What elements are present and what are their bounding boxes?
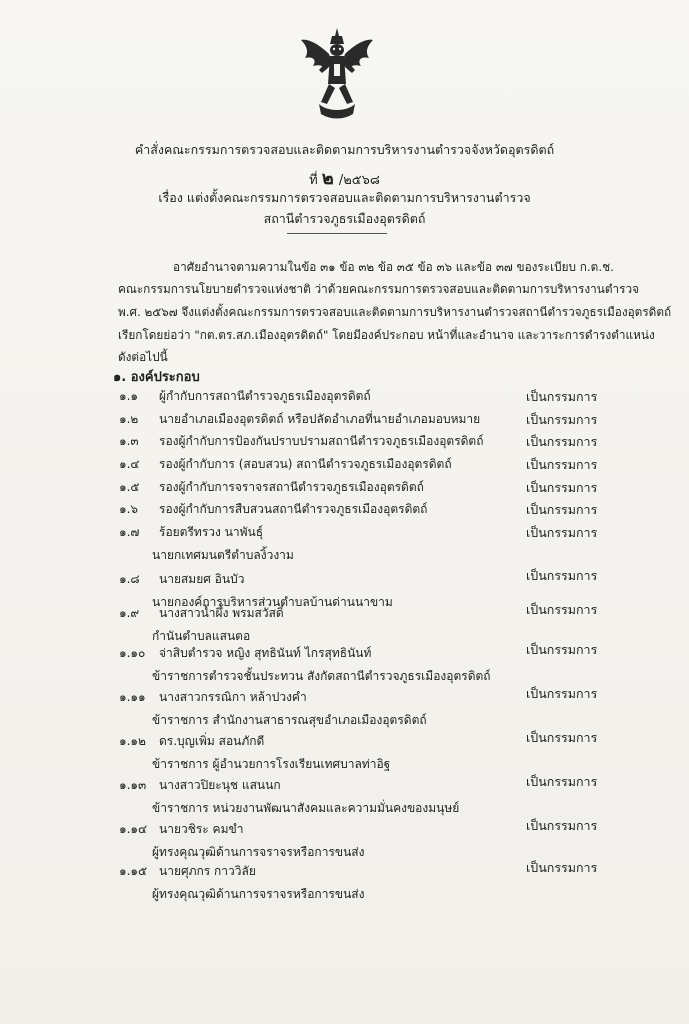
member-row	[119, 500, 427, 519]
member-number: ๑.๑๐	[119, 646, 146, 660]
member-row	[119, 776, 281, 795]
member-role: เป็นกรรมการ	[526, 818, 598, 833]
member-role: เป็นกรรมการ	[526, 568, 598, 583]
member-row	[119, 820, 243, 839]
member-number: ๑.๖	[119, 502, 139, 516]
order-title: คำสั่งคณะกรรมการตรวจสอบและติดตามการบริหารงานตำรวจจังหวัดอุตรดิตถ์	[134, 142, 555, 157]
member-name: นายสมยศ อินบัว	[159, 572, 245, 586]
member-position: นายกองค์การบริหารส่วนตำบลบ้านด่านนาขาม	[152, 595, 393, 609]
member-number: ๑.๑	[119, 389, 139, 403]
member-row	[119, 432, 484, 451]
member-number: ๑.๘	[119, 572, 140, 586]
member-name: รองผู้กำกับการสืบสวนสถานีตำรวจภูธรเมืองอุตรดิตถ์	[159, 502, 428, 516]
member-role: เป็นกรรมการ	[526, 525, 598, 540]
order-number-prefix: ที่	[309, 173, 318, 188]
member-position: นายกเทศมนตรีตำบลงิ้วงาม	[152, 548, 294, 562]
member-row	[119, 732, 264, 751]
member-number: ๑.๑๑	[119, 690, 146, 704]
member-position: ข้าราชการ หน่วยงานพัฒนาสังคมและความมั่นคงของมนุษย์	[152, 801, 460, 815]
member-row	[119, 523, 263, 542]
member-row	[119, 455, 452, 474]
member-name: รองผู้กำกับการจราจรสถานีตำรวจภูธรเมืองอุตรดิตถ์	[159, 480, 424, 494]
member-row	[119, 478, 424, 497]
member-name: จ่าสิบตำรวจ หญิง สุทธินันท์ ไกรสุทธินันท์	[159, 646, 372, 660]
member-position: ข้าราชการ ผู้อำนวยการโรงเรียนเทศบาลท่าอิฐ	[152, 757, 391, 771]
member-role: เป็นกรรมการ	[526, 860, 598, 875]
member-number: ๑.๙	[119, 606, 140, 620]
member-position: ข้าราชการ สำนักงานสาธารณสุขอำเภอเมืองอุตรดิตถ์	[152, 713, 427, 727]
section-title: ๑. องค์ประกอบ	[113, 370, 200, 385]
member-number: ๑.๑๔	[119, 822, 148, 836]
order-number-year: /๒๕๖๘	[338, 173, 380, 188]
member-name: นางสาวปิยะนุช แสนนก	[159, 778, 281, 792]
member-role: เป็นกรรมการ	[526, 434, 598, 449]
member-number: ๑.๑๕	[119, 864, 148, 878]
member-role: เป็นกรรมการ	[526, 602, 598, 617]
member-role: เป็นกรรมการ	[526, 502, 598, 517]
member-row	[119, 604, 284, 623]
member-number: ๑.๗	[119, 525, 140, 539]
member-name: ร้อยตรีทรวง นาพันธุ์	[159, 525, 264, 539]
member-position: ผู้ทรงคุณวุฒิด้านการจราจรหรือการขนส่ง	[152, 845, 365, 859]
header-divider	[287, 233, 387, 234]
intro-line-4: เรียกโดยย่อว่า "กต.ตร.สภ.เมืองอุตรดิตถ์" โดยมีองค์ประกอบ หน้าที่และอำนาจ และวาระการดำรงตำแหน่ง	[118, 328, 655, 342]
member-row	[119, 862, 256, 881]
member-name: นายศุภกร กาววิลัย	[159, 864, 256, 878]
member-number: ๑.๓	[119, 434, 139, 448]
member-row	[119, 387, 371, 406]
member-position: กำนันตำบลแสนตอ	[152, 629, 251, 643]
member-role: เป็นกรรมการ	[526, 480, 598, 495]
member-role: เป็นกรรมการ	[526, 412, 598, 427]
intro-line-5: ดังต่อไปนี้	[118, 350, 168, 364]
order-subject-line2: สถานีตำรวจภูธรเมืองอุตรดิตถ์	[263, 211, 426, 226]
member-number: ๑.๕	[119, 480, 140, 494]
intro-line-3: พ.ศ. ๒๕๖๗ จึงแต่งตั้งคณะกรรมการตรวจสอบและติดตามการบริหารงานตำรวจสถานีตำรวจภูธรเมืองอุตรดิตถ์	[118, 305, 672, 319]
member-name: รองผู้กำกับการ (สอบสวน) สถานีตำรวจภูธรเมืองอุตรดิตถ์	[159, 457, 452, 471]
member-name: นางสาวน้ำผึ้ง พรมสวัสดิ์	[159, 606, 284, 620]
member-name: ดร.บุญเพิ่ม สอนภักดี	[159, 734, 265, 748]
order-subject: เรื่อง แต่งตั้งคณะกรรมการตรวจสอบและติดตามการบริหารงานตำรวจ	[158, 190, 531, 205]
member-row	[119, 570, 244, 589]
member-role: เป็นกรรมการ	[526, 730, 598, 745]
member-role: เป็นกรรมการ	[526, 774, 598, 789]
member-name: รองผู้กำกับการป้องกันปราบปรามสถานีตำรวจภูธรเมืองอุตรดิตถ์	[159, 434, 484, 448]
garuda-emblem-icon	[299, 26, 375, 122]
member-number: ๑.๔	[119, 457, 140, 471]
member-row	[119, 688, 307, 707]
member-position: ข้าราชการตำรวจชั้นประทวน สังกัดสถานีตำรวจภูธรเมืองอุตรดิตถ์	[152, 669, 491, 683]
intro-line-1: อาศัยอำนาจตามความในข้อ ๓๑ ข้อ ๓๒ ข้อ ๓๕ ข้อ ๓๖ และข้อ ๓๗ ของระเบียบ ก.ต.ช.	[173, 260, 614, 274]
intro-line-2: คณะกรรมการนโยบายตำรวจแห่งชาติ ว่าด้วยคณะกรรมการตรวจสอบและติดตามการบริหารงานตำรวจ	[118, 282, 639, 296]
member-name: ผู้กำกับการสถานีตำรวจภูธรเมืองอุตรดิตถ์	[159, 389, 371, 403]
member-number: ๑.๑๓	[119, 778, 147, 792]
member-row	[119, 644, 371, 663]
member-number: ๑.๒	[119, 412, 139, 426]
member-role: เป็นกรรมการ	[526, 389, 598, 404]
member-role: เป็นกรรมการ	[526, 686, 598, 701]
member-role: เป็นกรรมการ	[526, 457, 598, 472]
member-name: นายอำเภอเมืองอุตรดิตถ์ หรือปลัดอำเภอที่นายอำเภอมอบหมาย	[159, 412, 481, 426]
member-name: นางสาวกรรณิกา หล้าปวงคำ	[159, 690, 307, 704]
order-number-value: ๒	[321, 168, 335, 189]
member-name: นายวชิระ คมขำ	[159, 822, 244, 836]
member-role: เป็นกรรมการ	[526, 642, 598, 657]
member-number: ๑.๑๒	[119, 734, 146, 748]
member-row	[119, 410, 480, 429]
member-position: ผู้ทรงคุณวุฒิด้านการจราจรหรือการขนส่ง	[152, 887, 365, 901]
